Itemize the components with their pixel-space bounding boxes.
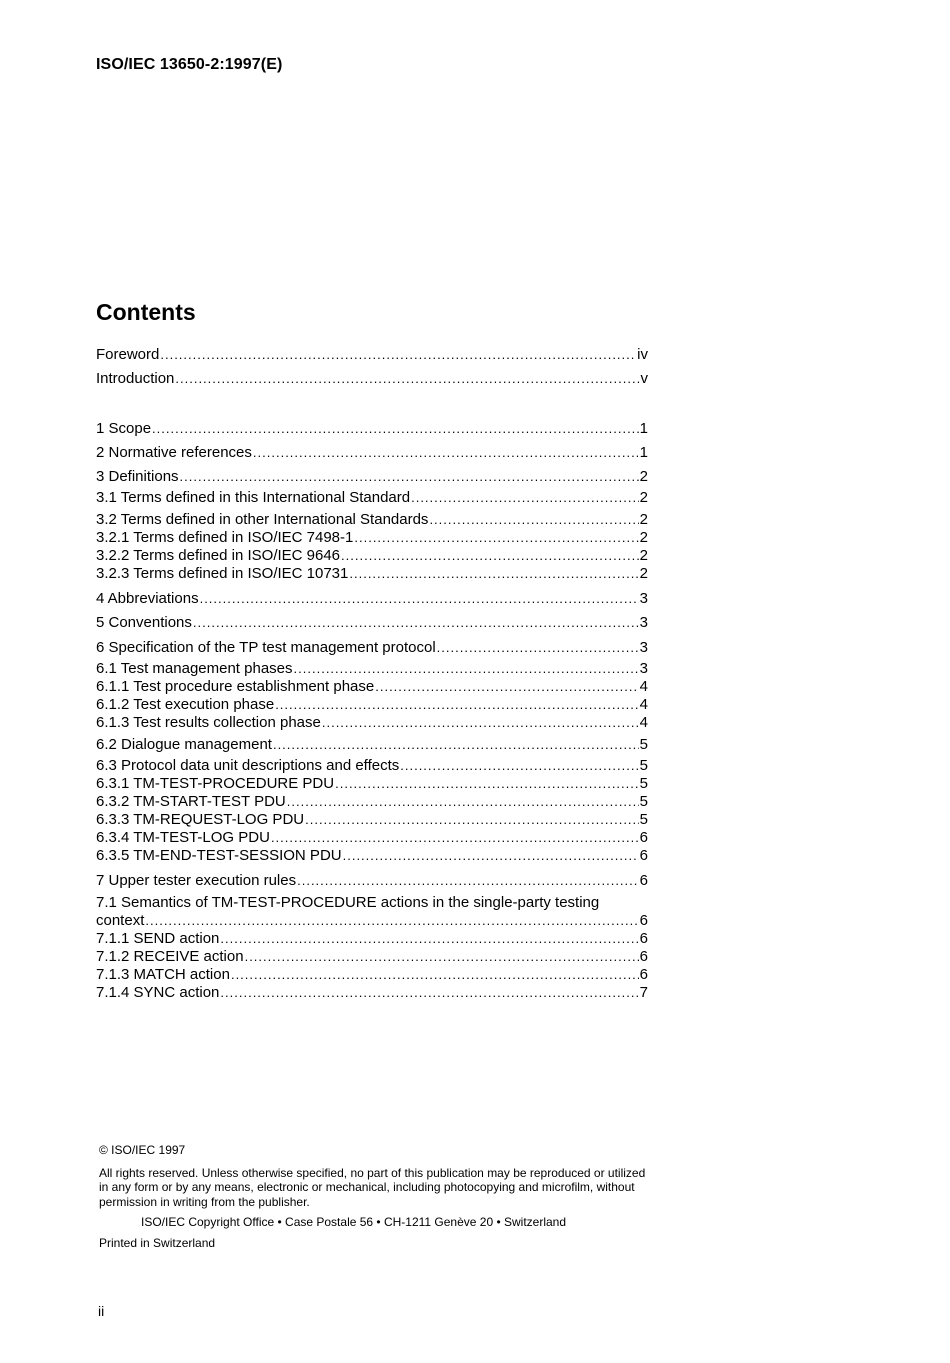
copyright-notice: © ISO/IEC 1997 <box>99 1143 186 1157</box>
toc-label: 3.2.3 Terms defined in ISO/IEC 10731 <box>96 565 349 582</box>
toc-page: 5 <box>639 736 648 753</box>
toc-entry[interactable] <box>96 614 648 632</box>
toc-page: 3 <box>639 660 648 677</box>
toc-entry[interactable] <box>96 660 648 678</box>
toc-entry[interactable] <box>96 757 648 775</box>
document-header: ISO/IEC 13650-2:1997(E) <box>96 56 283 73</box>
toc-entry[interactable] <box>96 966 648 984</box>
toc-entry[interactable] <box>96 984 648 1002</box>
toc-page: 2 <box>639 529 648 546</box>
toc-page: 6 <box>639 930 648 947</box>
toc-label: Introduction <box>96 370 175 387</box>
toc-entry[interactable] <box>96 678 648 696</box>
toc-entry[interactable] <box>96 565 648 583</box>
copyright-office-address: ISO/IEC Copyright Office • Case Postale 56 • CH-1211 Genève 20 • Switzerland <box>141 1215 567 1229</box>
toc-label: 6.2 Dialogue management <box>96 736 272 753</box>
toc-page: 6 <box>639 829 648 846</box>
toc-page: 6 <box>639 912 648 929</box>
toc-label: Foreword <box>96 346 160 363</box>
toc-label: 6.1.3 Test results collection phase <box>96 714 321 731</box>
toc-entry[interactable] <box>96 420 648 438</box>
toc-page: 1 <box>639 444 648 461</box>
toc-entry[interactable] <box>96 370 648 388</box>
toc-entry[interactable] <box>96 872 648 890</box>
toc-entry[interactable] <box>96 714 648 732</box>
toc-entry[interactable] <box>96 736 648 754</box>
toc-entry[interactable] <box>96 696 648 714</box>
toc-label: 7.1 Semantics of TM-TEST-PROCEDURE actions in the single-party testing <box>96 894 600 911</box>
toc-page: 2 <box>639 547 648 564</box>
toc-page: 3 <box>639 590 648 607</box>
toc-page: v <box>640 370 648 387</box>
toc-page: 5 <box>639 793 648 810</box>
toc-entry[interactable] <box>96 639 648 657</box>
toc-page: 4 <box>639 696 648 713</box>
toc-label: 6.3 Protocol data unit descriptions and effects <box>96 757 400 774</box>
rights-statement: All rights reserved. Unless otherwise specified, no part of this publication may be reproduced or utilized in any form or by any means, electronic or mechanical, including photocopying and microfilm, without permission in writing from the publisher. <box>99 1165 646 1209</box>
toc-label: 7.1.1 SEND action <box>96 930 220 947</box>
toc-page: 3 <box>639 639 648 656</box>
toc-label: 4 Abbreviations <box>96 590 199 607</box>
toc-label: 6.3.5 TM-END-TEST-SESSION PDU <box>96 847 342 864</box>
toc-page: 6 <box>639 872 648 889</box>
toc-entry[interactable] <box>96 529 648 547</box>
table-of-contents <box>96 343 648 1002</box>
toc-page: 5 <box>639 775 648 792</box>
toc-label: 3 Definitions <box>96 468 179 485</box>
toc-label: 7.1.3 MATCH action <box>96 966 230 983</box>
toc-label: 7.1.4 SYNC action <box>96 984 220 1001</box>
toc-entry[interactable] <box>96 511 648 529</box>
toc-label: 3.2 Terms defined in other International Standards <box>96 511 429 528</box>
page-number: ii <box>98 1303 105 1319</box>
toc-page: 4 <box>639 714 648 731</box>
toc-label: 6.3.2 TM-START-TEST PDU <box>96 793 286 810</box>
toc-page: 5 <box>639 757 648 774</box>
toc-label: 3.2.1 Terms defined in ISO/IEC 7498-1 <box>96 529 354 546</box>
toc-entry[interactable] <box>96 590 648 608</box>
toc-page: 6 <box>639 847 648 864</box>
toc-entry[interactable] <box>96 547 648 565</box>
toc-page: iv <box>637 346 648 363</box>
toc-label: 6.3.1 TM-TEST-PROCEDURE PDU <box>96 775 335 792</box>
toc-page: 2 <box>639 468 648 485</box>
toc-label: 6.1 Test management phases <box>96 660 293 677</box>
printed-in: Printed in Switzerland <box>99 1235 216 1250</box>
toc-page: 2 <box>639 511 648 528</box>
toc-entry[interactable] <box>96 775 648 793</box>
toc-label: 3.1 Terms defined in this International Standard <box>96 489 411 506</box>
toc-entry[interactable] <box>96 444 648 462</box>
toc-label-continued: context <box>96 912 145 929</box>
toc-entry[interactable] <box>96 894 648 930</box>
toc-page: 2 <box>639 489 648 506</box>
toc-entry[interactable] <box>96 847 648 865</box>
contents-title: Contents <box>96 299 196 325</box>
toc-label: 6.1.1 Test procedure establishment phase <box>96 678 375 695</box>
toc-entry[interactable] <box>96 948 648 966</box>
toc-label: 3.2.2 Terms defined in ISO/IEC 9646 <box>96 547 341 564</box>
toc-page: 1 <box>639 420 648 437</box>
toc-label: 2 Normative references <box>96 444 252 461</box>
toc-label: 1 Scope <box>96 420 152 437</box>
toc-label: 7.1.2 RECEIVE action <box>96 948 244 965</box>
toc-label: 6.3.4 TM-TEST-LOG PDU <box>96 829 270 846</box>
toc-entry[interactable] <box>96 811 648 829</box>
toc-label: 7 Upper tester execution rules <box>96 872 297 889</box>
toc-page: 2 <box>639 565 648 582</box>
toc-page: 3 <box>639 614 648 631</box>
toc-label: 6 Specification of the TP test management protocol <box>96 639 436 656</box>
toc-page: 6 <box>639 948 648 965</box>
toc-entry[interactable] <box>96 829 648 847</box>
toc-entry[interactable] <box>96 346 648 364</box>
toc-entry[interactable] <box>96 468 648 486</box>
toc-page: 5 <box>639 811 648 828</box>
toc-label: 6.3.3 TM-REQUEST-LOG PDU <box>96 811 305 828</box>
toc-entry[interactable] <box>96 489 648 507</box>
toc-entry[interactable] <box>96 793 648 811</box>
toc-label: 6.1.2 Test execution phase <box>96 696 275 713</box>
copyright-footer <box>99 1143 655 1250</box>
toc-entry[interactable] <box>96 930 648 948</box>
toc-page: 4 <box>639 678 648 695</box>
toc-label: 5 Conventions <box>96 614 192 631</box>
toc-page: 6 <box>639 966 648 983</box>
toc-page: 7 <box>639 984 648 1001</box>
